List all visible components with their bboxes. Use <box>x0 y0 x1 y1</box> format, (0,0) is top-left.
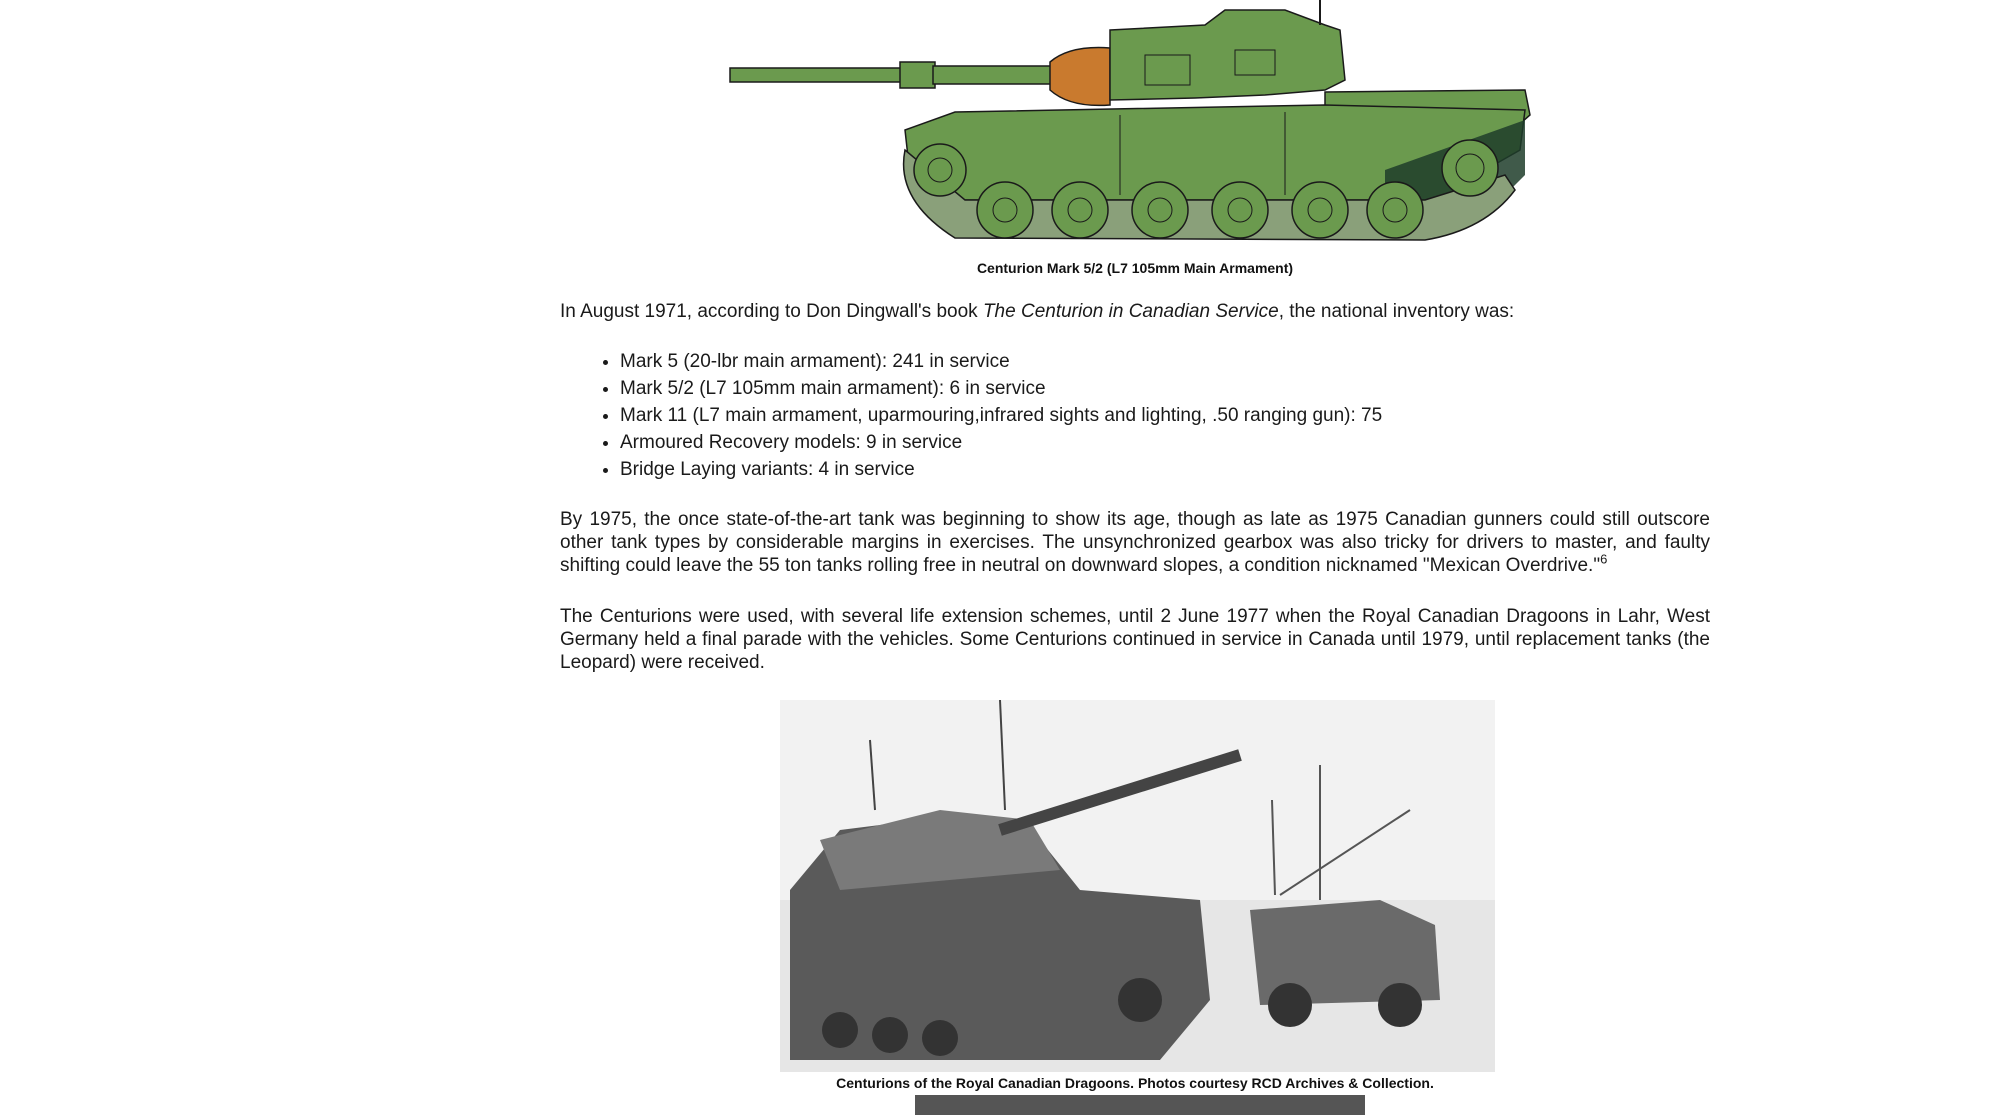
second-photo-icon <box>915 1095 1365 1115</box>
list-item: • Mark 5 (20-lbr main armament): 241 in service <box>620 348 1710 375</box>
footnote-link[interactable]: 6 <box>1600 551 1608 567</box>
centurion-tanks-photo-icon <box>780 700 1495 1072</box>
list-item: • Armoured Recovery models: 9 in service <box>620 429 1710 456</box>
intro-text-before: In August 1971, according to Don Dingwall's book <box>560 301 983 322</box>
list-item: • Mark 5/2 (L7 105mm main armament): 6 in service <box>620 375 1710 402</box>
photo-caption: Centurions of the Royal Canadian Dragoons. Photos courtesy RCD Archives & Collection. <box>836 1075 1434 1091</box>
intro-text-after: , the national inventory was: <box>1278 301 1515 322</box>
intro-paragraph <box>560 300 1710 324</box>
book-title: The Centurion in Canadian Service <box>982 301 1279 322</box>
tank-drawing-caption: Centurion Mark 5/2 (L7 105mm Main Armament) <box>976 260 1294 276</box>
paragraph-1975 <box>560 508 1710 577</box>
list-item: • Mark 11 (L7 main armament, uparmouring,infrared sights and lighting, .50 ranging gun): 75 <box>620 402 1710 429</box>
paragraph-1977: The Centurions were used, with several life extension schemes, until 2 June 1977 when the Royal Canadian Dragoons in Lahr, West Germany held a final parade with the vehicles. Some Centurions continued in service in Canada until 1979, until replacement tanks (the Leopard) were received. <box>560 606 1710 673</box>
inventory-list <box>560 348 1710 483</box>
paragraph-1975-text: By 1975, the once state-of-the-art tank was beginning to show its age, though as late as 1975 Canadian gunners could still outscore other tank types by considerable margins in exercises. The unsynchronized gearbox was also tricky for drivers to master, and faulty shifting could leave the 55 ton tanks rolling free in neutral on downward slopes, a condition nicknamed "Mexican Overdrive." <box>560 509 1710 576</box>
list-item: • Bridge Laying variants: 4 in service <box>620 456 1710 483</box>
centurion-tank-drawing-icon <box>725 0 1545 250</box>
